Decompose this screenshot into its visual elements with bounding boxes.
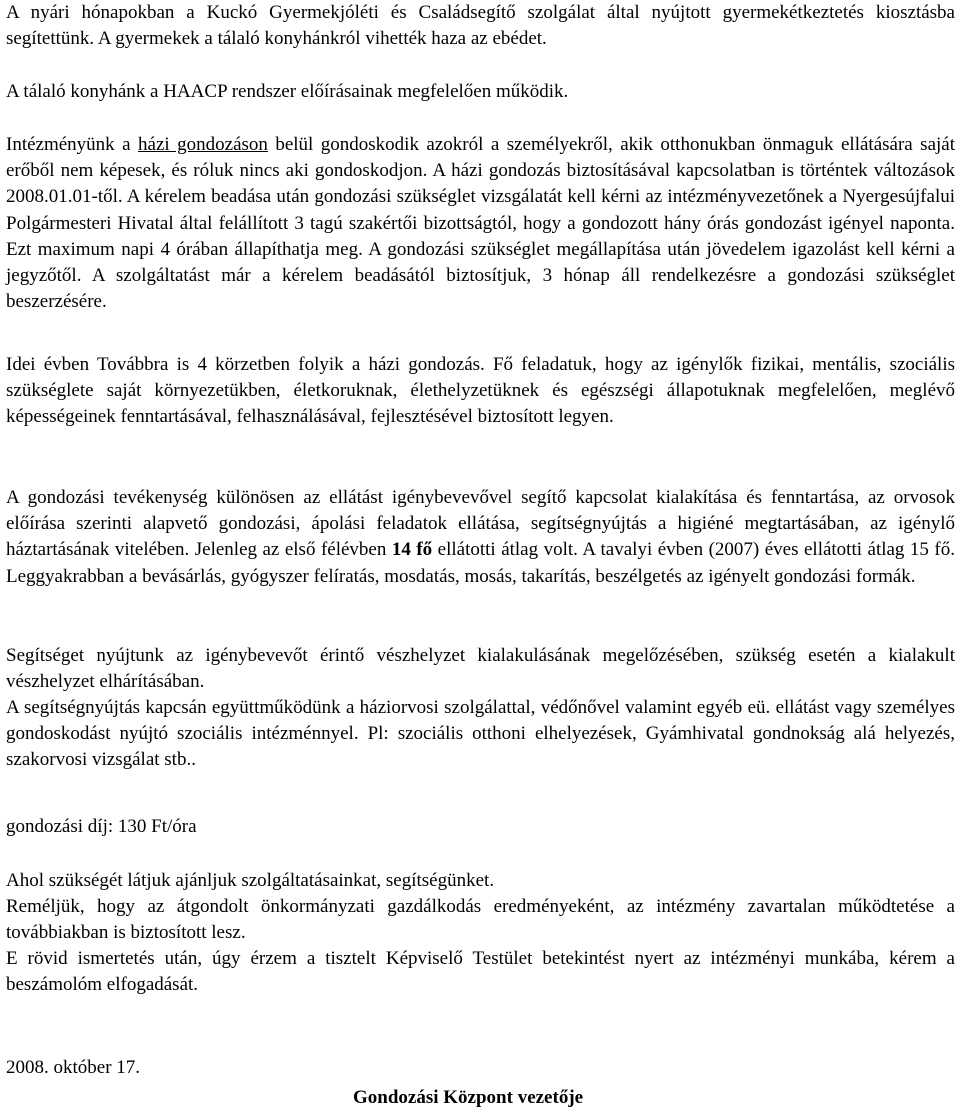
average-clients-bold: 14 fő — [391, 539, 433, 561]
paragraph-child-meals: A nyári hónapokban a Kuckó Gyermekjóléti és Családsegítő szolgálat által nyújtott gyermekétkeztetés kiosztásba segítettünk. A gyermekek a tálaló konyhánkról vihették haza az ebédet. — [6, 2, 955, 50]
home-care-underlined-term: házi gondozáson — [138, 134, 268, 155]
paragraph-care-activities — [6, 485, 955, 590]
paragraph-emergency: Segítséget nyújtunk az igénybevevőt érintő vészhelyzet kialakulásának megelőzésében, szükség esetén a kialakult vészhelyzet elhárításában. — [6, 645, 955, 693]
home-care-intro-text: Intézményünk a — [6, 134, 139, 155]
care-activities-text-b: ellátotti átlag volt. A tavalyi évben (2007) éves ellátotti átlag 15 fő. Leggyakrabban a bevásárlás, gyógyszer felíratás, mosdatás, mosás, takarítás, beszélgetés az igényelt gondozási formák. — [6, 539, 955, 587]
paragraph-services-offer: Ahol szükségét látjuk ajánljuk szolgáltatásainkat, segítségünket. — [6, 870, 495, 891]
care-activities-text-a: A gondozási tevékenység különösen az ellátást igénybevevővel segítő kapcsolat kialakítása és fenntartása, az orvosok előírása szerinti alapvető gondozási, ápolási feladatok ellátása, segítségnyújtás a higiéné megtartásában, az igénylő háztartásának vitelében. Jelenleg az első félévben — [6, 487, 955, 561]
paragraph-hope: Reméljük, hogy az átgondolt önkormányzati gazdálkodás eredményeként, az intézmény zavartalan működtetése a továbbiakban is biztosított lesz. — [6, 896, 955, 944]
paragraph-cooperation: A segítségnyújtás kapcsán együttműködünk a háziorvosi szolgálattal, védőnővel valamint egyéb eü. ellátást vagy személyes gondoskodást nyújtó szociális intézménnyel. Pl: szociális otthoni elhelyezések, Gyámhivatal gondnokság alá helyezés, szakorvosi vizsgálat stb.. — [6, 697, 955, 771]
home-care-body-text: belül gondoskodik azokról a személyekről, akik otthonukban önmaguk ellátására saját erőből nem képesek, és róluk nincs aki gondoskodjon. A házi gondozás biztosításával kapcsolatban is történtek változások 2008.01.01-től. A kérelem beadása után gondozási szükséglet vizsgálatát kell kérni az intézményvezetőnek a Nyergesújfalui Polgármesteri Hivatal által felállított 3 tagú szakértői bizottságtól, hogy a gondozott hány órás gondozást igényel naponta. Ezt maximum napi 4 órában állapíthatja meg. A gondozási szükséglet megállapítása után jövedelem igazolást kell kérni a jegyzőtől. A szolgáltatást már a kérelem beadásától biztosítjuk, 3 hónap áll rendelkezésre a gondozási szükséglet beszerzésére. — [6, 134, 955, 313]
report-date: 2008. október 17. — [6, 1057, 141, 1078]
paragraph-districts-visible: Idei évben Továbbra is 4 körzetben folyik a házi gondozás. Fő feladatuk, hogy az igénylők fizikai, mentális, szociális szükséglete saját környezetükben, életkoruknak, élethelyzetüknek és egészségi állapotuknak megfelelően, meglévő képességeinek fenntartásával, felhasználásával, fejlesztésével biztosított legyen. — [6, 354, 955, 428]
care-fee: gondozási díj: 130 Ft/óra — [6, 816, 197, 837]
paragraph-home-care — [6, 132, 955, 315]
signature-title: Gondozási Központ vezetője — [353, 1087, 584, 1108]
paragraph-closing: E rövid ismertetés után, úgy érzem a tisztelt Képviselő Testület betekintést nyert az intézményi munkába, kérem a beszámolóm elfogadását. — [6, 948, 955, 996]
paragraph-haccp: A tálaló konyhánk a HAACP rendszer előírásainak megfelelően működik. — [6, 81, 569, 102]
